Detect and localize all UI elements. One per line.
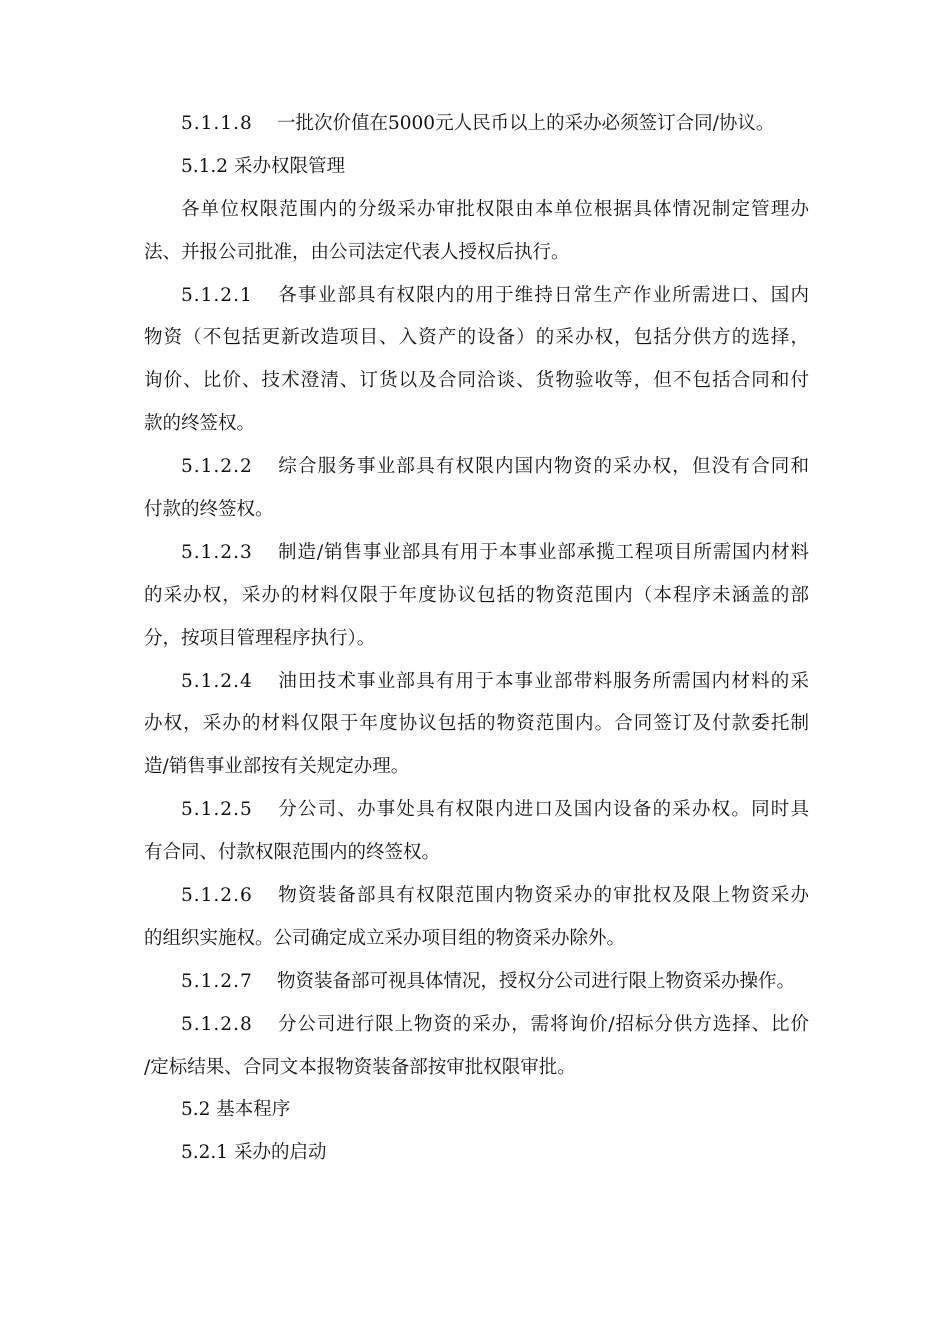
paragraph-line: 物资（不包括更新改造项目、入资产的设备）的采办权，包括分供方的选择， (144, 327, 809, 349)
clause-number: 5.1.2.5 (181, 799, 253, 821)
paragraph-5-1-2-2 (144, 446, 809, 489)
paragraph-line: /定标结果、合同文本报物资装备部按审批权限审批。 (144, 1056, 576, 1078)
clause-number: 5.1.2.1 (181, 284, 253, 306)
clause-number: 5.1.1.8 (181, 113, 253, 134)
section-heading: 5.2.1 采办的启动 (181, 1142, 327, 1164)
paragraph-line: 法、并报公司批准，由公司法定代表人授权后执行。 (144, 241, 570, 263)
section-heading-5-2 (144, 1089, 809, 1132)
section-heading-5-1-2 (144, 146, 809, 189)
paragraph-line: 的采办权，采办的材料仅限于年度协议包括的物资范围内（本程序未涵盖的部 (144, 584, 809, 606)
paragraph-5-1-2-8 (144, 1004, 809, 1047)
clause-number: 5.1.2.8 (181, 1013, 253, 1035)
paragraph-line: 办权，采办的材料仅限于年度协议包括的物资范围内。合同签订及付款委托制 (144, 713, 809, 735)
paragraph-line: 各事业部具有权限内的用于维持日常生产作业所需进口、国内 (277, 284, 809, 306)
paragraph-5-1-2-3 (144, 532, 809, 575)
paragraph-line: 分公司、办事处具有权限内进口及国内设备的采办权。同时具 (277, 799, 809, 821)
paragraph-line: 物资装备部可视具体情况，授权分公司进行限上物资采办操作。 (277, 970, 796, 992)
paragraph-line: 制造/销售事业部具有用于本事业部承揽工程项目所需国内材料 (277, 541, 809, 563)
paragraph-line: 各单位权限范围内的分级采办审批权限由本单位根据具体情况制定管理办 (181, 198, 809, 220)
clause-number: 5.1.2.6 (181, 885, 253, 907)
paragraph-5-1-2-7 (144, 961, 809, 1004)
paragraph-line: 的组织实施权。公司确定成立采办项目组的物资采办除外。 (144, 927, 626, 949)
paragraph-line: 询价、比价、技术澄清、订货以及合同洽谈、货物验收等，但不包括合同和付 (144, 370, 809, 392)
paragraph-5-1-2-4 (144, 661, 809, 704)
paragraph-line: 物资装备部具有权限范围内物资采办的审批权及限上物资采办 (277, 885, 809, 907)
paragraph-line: 分公司进行限上物资的采办，需将询价/招标分供方选择、比价 (277, 1013, 809, 1035)
paragraph-line: 油田技术事业部具有用于本事业部带料服务所需国内材料的采 (277, 670, 809, 692)
clause-number: 5.1.2.7 (181, 970, 253, 992)
clause-number: 5.1.2.2 (181, 456, 253, 478)
paragraph-line: 分，按项目管理程序执行）。 (144, 627, 376, 649)
paragraph-line: 一批次价值在5000元人民币以上的采办必须签订合同/协议。 (277, 113, 775, 134)
clause-number: 5.1.2.3 (181, 541, 253, 563)
section-heading: 5.2 基本程序 (181, 1099, 291, 1121)
paragraph-line: 款的终签权。 (144, 413, 256, 435)
paragraph-line: 综合服务事业部具有权限内国内物资的采办权，但没有合同和 (277, 456, 809, 478)
paragraph-line: 有合同、付款权限范围内的终签权。 (144, 842, 441, 864)
paragraph-5-1-2-6 (144, 875, 809, 918)
paragraph-5-1-1-8 (144, 103, 809, 146)
section-heading: 5.1.2 采办权限管理 (181, 155, 345, 177)
paragraph-5-1-2-5 (144, 789, 809, 832)
document-body (144, 103, 809, 1175)
paragraph-line: 付款的终签权。 (144, 499, 274, 521)
clause-number: 5.1.2.4 (181, 670, 253, 692)
paragraph-line: 造/销售事业部按有关规定办理。 (144, 756, 410, 778)
paragraph-5-1-2-1 (144, 275, 809, 318)
section-heading-5-2-1 (144, 1132, 809, 1175)
